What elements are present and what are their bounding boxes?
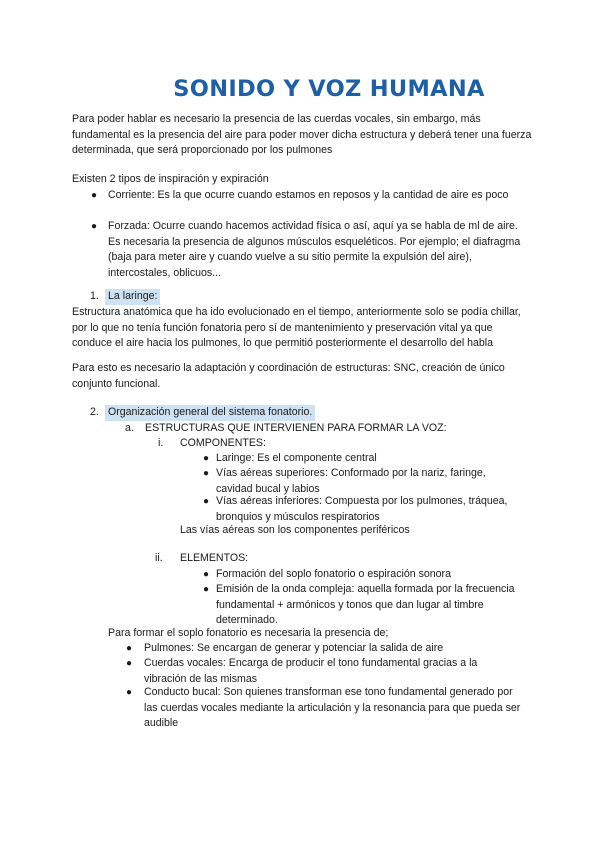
bullet-icon: ● [126, 687, 133, 698]
bullet-icon: ● [91, 221, 98, 232]
list-item: Conducto bucal: Son quienes transforman ese tono fundamental generado por las cuerdas vocales mediante la articulación y la resonancia para que pueda ser audible [144, 686, 521, 730]
section-1-text: Estructura anatómica que ha ido evolucionado en el tiempo, anteriormente solo se podía chillar, por lo que no tenía función fonatoria pero sí de mantenimiento y preservación vital ya que conduce el aire hacia los pulmones, lo que permitió posteriormente el desarrollo del habla [72, 306, 521, 350]
list-item: Corriente: Es la que ocurre cuando estamos en reposos y la cantidad de aire es poco [108, 189, 509, 201]
sub-a-heading: ESTRUCTURAS QUE INTERVIENEN PARA FORMAR LA VOZ: [145, 422, 447, 434]
section-2-number: 2. [90, 406, 99, 418]
list-item: Pulmones: Se encargan de generar y potenciar la salida de aire [144, 642, 444, 654]
soplo-intro: Para formar el soplo fonatorio es necesaria la presencia de; [108, 627, 389, 639]
list-item: Laringe: Es el componente central [216, 452, 377, 464]
tipos-intro: Existen 2 tipos de inspiración y expiración [72, 173, 269, 185]
list-item: Emisión de la onda compleja: aquella formada por la frecuencia fundamental + armónicos y tonos que dan lugar al timbre determinado. [216, 583, 515, 627]
section-1-text-2: Para esto es necesario la adaptación y coordinación de estructuras: SNC, creación de único conjunto funcional. [72, 362, 505, 390]
bullet-icon: ● [126, 643, 133, 654]
list-item: Vías aéreas superiores: Conformado por la nariz, faringe, cavidad bucal y labios [216, 467, 486, 495]
bullet-icon: ● [203, 496, 210, 507]
intro-paragraph: Para poder hablar es necesario la presencia de las cuerdas vocales, sin embargo, más fundamental es la presencia del aire para poder mover dicha estructura y deberá tener una fuerza determinada, que será proporcionado por los pulmones [72, 113, 532, 157]
section-2-heading: Organización general del sistema fonatorio. [105, 405, 315, 421]
page-title: SONIDO Y VOZ HUMANA [173, 76, 485, 102]
elementos-heading: ELEMENTOS: [180, 552, 249, 564]
roman-i-marker: i. [158, 437, 164, 449]
section-1-heading: La laringe: [105, 289, 160, 305]
list-item: Formación del soplo fonatorio o espiración sonora [216, 568, 451, 580]
list-item: Vías aéreas inferiores: Compuesta por los pulmones, tráquea, bronquios y músculos respiratorios [216, 495, 508, 523]
bullet-icon: ● [203, 468, 210, 479]
section-1-number: 1. [90, 290, 99, 302]
bullet-icon: ● [91, 190, 98, 201]
componentes-heading: COMPONENTES: [180, 437, 266, 449]
list-item: Forzada: Ocurre cuando hacemos actividad física o así, aquí ya se habla de ml de aire. Es necesaria la presencia de algunos músculos esqueléticos. Por ejemplo; el diafragma (baja para meter aire y cuando vuelve a su sitio permite la expulsión del aire), intercostales, oblicuos... [108, 220, 521, 279]
roman-ii-marker: ii. [155, 552, 163, 564]
bullet-icon: ● [203, 453, 210, 464]
componentes-note: Las vías aéreas son los componentes periféricos [180, 524, 410, 536]
bullet-icon: ● [203, 569, 210, 580]
sub-a-marker: a. [125, 422, 134, 434]
bullet-icon: ● [203, 584, 210, 595]
bullet-icon: ● [126, 658, 133, 669]
list-item: Cuerdas vocales: Encarga de producir el tono fundamental gracias a la vibración de las mismas [144, 657, 478, 685]
